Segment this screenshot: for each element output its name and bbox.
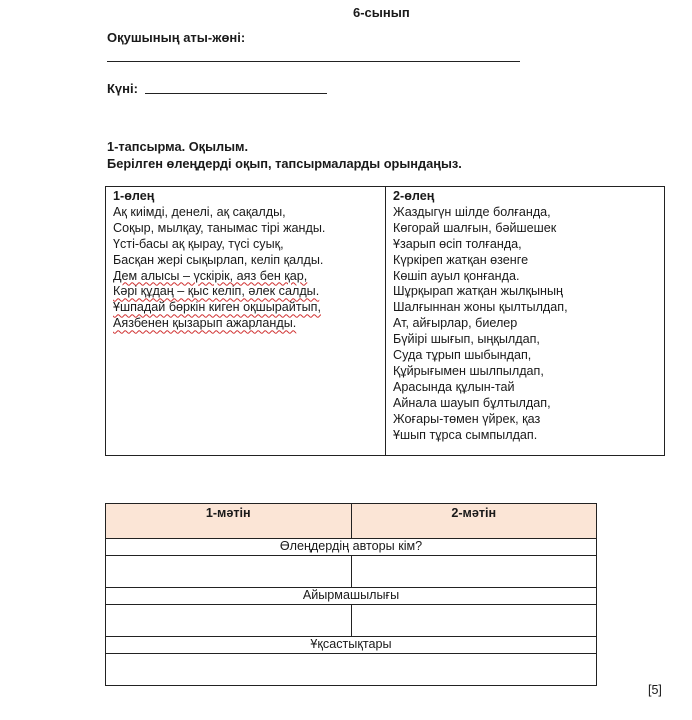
poem-line: Суда тұрып шыбындап, (393, 348, 532, 363)
poem-line: Ақ киімді, денелі, ақ сақалды, (113, 204, 286, 219)
poem-line: Арасында құлын-тай (393, 379, 515, 394)
poem-line: Дем алысы – үскірік, аяз бен қар, (113, 268, 308, 283)
row-label-author: Өлеңдердің авторы кім? (106, 539, 597, 556)
answer-cell[interactable] (106, 556, 352, 588)
answer-cell[interactable] (106, 654, 597, 686)
poem-title: 1-өлең (113, 189, 155, 203)
poem-line: Үсті-басы ақ қырау, түсі суық, (113, 236, 284, 251)
poem-line: Айнала шауып бұлтылдап, (393, 395, 551, 410)
answer-cell[interactable] (351, 605, 597, 637)
student-name-label: Оқушының аты-жөні: (107, 30, 246, 45)
poem-line: Ат, айғырлар, биелер (393, 316, 518, 331)
poem-line: Кәрі құдаң – қыс келіп, әлек салды. (113, 284, 320, 299)
row-label-differences: Айырмашылығы (106, 588, 597, 605)
poem-line: Жаздыгүн шілде болғанда, (393, 204, 551, 219)
poem-line: Ұшып тұрса сымпылдап. (393, 427, 538, 442)
compare-table (105, 503, 597, 686)
answer-cell[interactable] (351, 556, 597, 588)
row-label-similarities: Ұқсастықтары (106, 637, 597, 654)
poems-table (105, 186, 665, 456)
poem-line: Көшіп ауыл қонғанда. (393, 268, 520, 283)
poem-line: Бүйірі шығып, ыңқылдап, (393, 332, 540, 347)
student-name-line[interactable] (107, 61, 520, 62)
poem-1 (106, 187, 386, 455)
poem-line: Күркіреп жатқан өзенге (393, 252, 529, 267)
date-label: Күні: (107, 81, 138, 96)
header-text-1: 1-мәтін (106, 504, 352, 539)
poem-line: Құйрығымен шылпылдап, (393, 363, 544, 378)
answer-cell[interactable] (106, 605, 352, 637)
poem-line: Ұшпадай бөркін киген оқшырайтып, (113, 300, 321, 315)
poem-line: Шалғыннан жоны қылтылдап, (393, 300, 568, 315)
grade-label: 6-сынып (353, 5, 410, 20)
poem-line: Басқан жері сықырлап, келіп қалды. (113, 252, 324, 267)
date-line[interactable] (145, 93, 327, 94)
score-label: [5] (648, 683, 662, 697)
poem-line: Шұрқырап жатқан жылқының (393, 284, 563, 299)
task-instruction: Берілген өлеңдерді оқып, тапсырмаларды орындаңыз. (107, 156, 462, 171)
header-text-2: 2-мәтін (351, 504, 597, 539)
poem-title: 2-өлең (393, 189, 435, 203)
poem-line: Соқыр, мылқау, танымас тірі жанды. (113, 220, 326, 235)
poem-line: Аязбенен қызарып ажарланды. (113, 316, 297, 331)
poem-line: Ұзарып өсіп толғанда, (393, 236, 522, 251)
poem-2 (386, 187, 664, 455)
poem-line: Көгорай шалғын, бәйшешек (393, 220, 557, 235)
task-title: 1-тапсырма. Оқылым. (107, 139, 249, 154)
poem-line: Жоғары-төмен үйрек, қаз (393, 411, 541, 426)
